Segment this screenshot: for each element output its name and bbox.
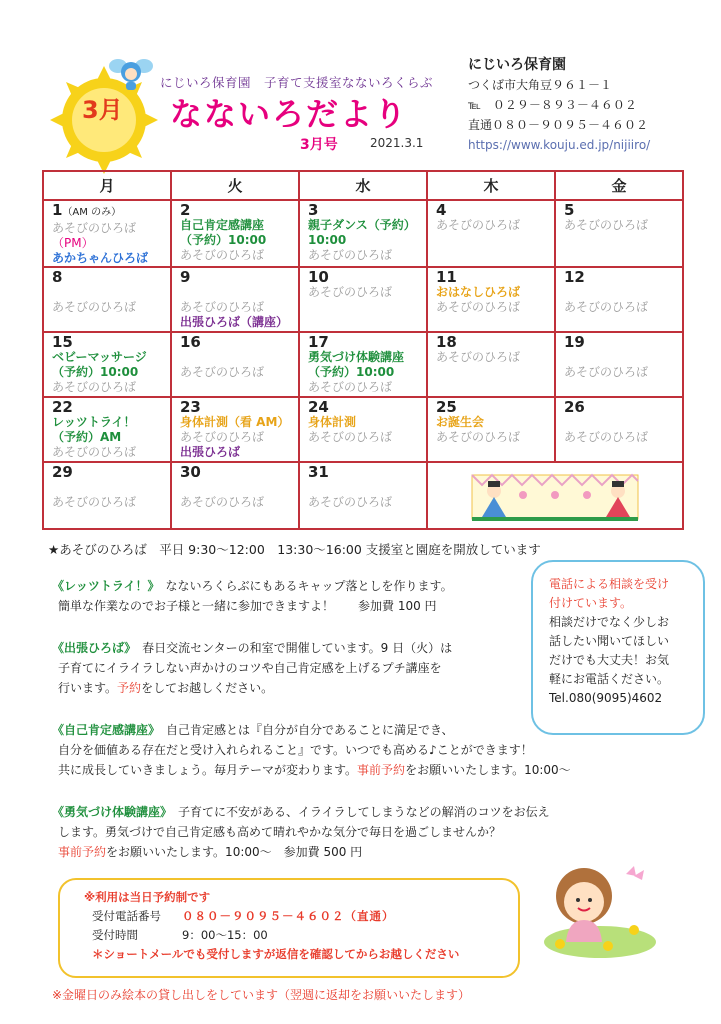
calendar-cell xyxy=(555,332,683,397)
consult-line: 軽にお電話ください。 xyxy=(549,672,670,686)
fairy-icon xyxy=(108,54,154,92)
article-outreach xyxy=(52,638,452,698)
event-label: 自己肯定感講座 xyxy=(180,218,265,232)
hina-dolls-cell xyxy=(427,462,683,529)
tel: ℡ ０２９－８９３－４６０２ xyxy=(468,98,637,112)
day-number: 11 xyxy=(436,268,457,286)
play-label: あそびのひろば xyxy=(308,495,393,509)
play-label: あそびのひろば xyxy=(436,430,521,444)
article-text: をしてお越しください。 xyxy=(141,681,274,695)
event-time: （予約）10:00 xyxy=(308,365,395,379)
play-hours-note: ★あそびのひろば 平日 9:30～12:00 13:30～16:00 支援室と園庭を開放しています xyxy=(48,542,541,557)
event-label: 親子ダンス（予約） xyxy=(308,218,416,232)
calendar-cell xyxy=(299,267,427,332)
reservation-phone: ０８０－９０９５－４６０２（直通） xyxy=(182,909,395,923)
day-number: 29 xyxy=(52,463,73,481)
calendar-cell xyxy=(299,332,427,397)
article-lets-try xyxy=(52,576,453,616)
article-text: 共に成長していきましょう。毎月テーマが変わります。 xyxy=(58,763,358,777)
play-label: あそびのひろば xyxy=(180,300,265,314)
day-number: 5 xyxy=(564,201,575,219)
weekday-tue: 火 xyxy=(171,171,299,200)
weekday-mon: 月 xyxy=(43,171,171,200)
article-heading: 《勇気づけ体験講座》 xyxy=(52,805,167,819)
calendar-cell xyxy=(43,200,171,267)
article-text: をお願いいたします。10:00～ 参加費 500 円 xyxy=(106,845,363,859)
day-number: 4 xyxy=(436,201,447,219)
reservation-box xyxy=(58,878,520,978)
hina-dolls-illustration xyxy=(428,463,678,523)
calendar-cell xyxy=(43,397,171,462)
weekday-wed: 水 xyxy=(299,171,427,200)
play-label: あそびのひろば xyxy=(180,248,265,262)
day-number: 1 xyxy=(52,201,63,219)
play-label: あそびのひろば xyxy=(52,221,137,235)
day-number: 10 xyxy=(308,268,329,286)
calendar-cell xyxy=(43,462,171,529)
calendar-cell xyxy=(171,332,299,397)
phone-consult-box xyxy=(531,560,705,735)
play-label: あそびのひろば xyxy=(308,248,393,262)
play-label: あそびのひろば xyxy=(564,365,649,379)
time-label: 受付時間 xyxy=(92,928,138,942)
calendar-cell xyxy=(427,267,555,332)
calendar-cell xyxy=(43,267,171,332)
article-text: 簡単な作業なのでお子様と一緒に参加できますよ！ 参加費 100 円 xyxy=(58,599,437,613)
sms-note: ＊ショートメールでも受付しますが返信を確認してからお越しください xyxy=(92,947,460,961)
play-label: あそびのひろば xyxy=(180,430,265,444)
play-label: あそびのひろば xyxy=(564,300,649,314)
calendar-cell xyxy=(299,397,427,462)
play-label: あそびのひろば xyxy=(180,495,265,509)
reservation-title: ※利用は当日予約制です xyxy=(84,890,211,904)
address: つくば市大角豆９６１－１ xyxy=(468,78,613,92)
event-label: おはなしひろば xyxy=(436,285,521,299)
day-number: 19 xyxy=(564,333,585,351)
play-label: あそびのひろば xyxy=(52,495,137,509)
play-label: あそびのひろば xyxy=(52,380,137,394)
article-text: 子育てにイライラしない声かけのコツや自己肯定感を上げるプチ講座を xyxy=(58,661,442,675)
play-label: あそびのひろば xyxy=(436,350,521,364)
article-encouragement xyxy=(52,802,550,862)
event-label: あかちゃんひろば xyxy=(52,251,149,265)
play-label: あそびのひろば xyxy=(564,430,649,444)
article-text: 自己肯定感とは『自分が自分であることに満足でき、 xyxy=(154,723,454,737)
play-label: あそびのひろば xyxy=(308,380,393,394)
month-badge: 3月 xyxy=(82,96,123,124)
day-number: 30 xyxy=(180,463,201,481)
am-only-note: （AM のみ） xyxy=(62,207,122,218)
article-text: 行います。 xyxy=(58,681,118,695)
play-label: あそびのひろば xyxy=(180,365,265,379)
consult-line: だけでも大丈夫！お気 xyxy=(549,653,670,667)
day-number: 17 xyxy=(308,333,329,351)
day-number: 31 xyxy=(308,463,329,481)
event-label: 出張ひろば（講座） xyxy=(180,315,289,329)
play-label: あそびのひろば xyxy=(52,300,137,314)
consult-line: 話したい聞いてほしい xyxy=(549,634,670,648)
day-number: 24 xyxy=(308,398,329,416)
calendar-cell xyxy=(299,200,427,267)
article-heading: 《自己肯定感講座》 xyxy=(52,723,155,737)
reservation-emphasis: 事前予約 xyxy=(357,763,406,777)
child-flowers-illustration xyxy=(538,852,660,960)
day-number: 9 xyxy=(180,268,191,286)
phone-label: 受付電話番号 xyxy=(92,909,161,923)
pm-label: （PM） xyxy=(52,236,94,250)
event-time: 10:00 xyxy=(308,233,347,247)
day-number: 16 xyxy=(180,333,201,351)
calendar-cell xyxy=(299,462,427,529)
article-text: 子育てに不安がある、イライラしてしまうなどの解消のコツをお伝え xyxy=(166,805,550,819)
play-label: あそびのひろば xyxy=(52,445,137,459)
calendar-cell xyxy=(171,462,299,529)
play-label: あそびのひろば xyxy=(436,218,521,232)
play-label: あそびのひろば xyxy=(564,218,649,232)
calendar-cell xyxy=(555,200,683,267)
consult-phone: Tel.080(9095)4602 xyxy=(549,691,663,705)
day-number: 15 xyxy=(52,333,73,351)
website-link[interactable]: https://www.kouju.ed.jp/nijiiro/ xyxy=(468,138,651,152)
calendar-cell xyxy=(171,267,299,332)
day-number: 12 xyxy=(564,268,585,286)
newsletter-title: なないろだより xyxy=(170,95,409,133)
event-label: ベビーマッサージ xyxy=(52,350,147,364)
issue-date: 2021.3.1 xyxy=(370,136,424,150)
event-label: 勇気づけ体験講座 xyxy=(308,350,405,364)
article-self-esteem xyxy=(52,720,571,780)
event-time: （予約）AM xyxy=(52,430,122,444)
day-number: 22 xyxy=(52,398,73,416)
day-number: 25 xyxy=(436,398,457,416)
play-label: あそびのひろば xyxy=(308,285,393,299)
article-text: をお願いいたします。10:00～ xyxy=(405,763,571,777)
article-text: なないろくらぶにもあるキャップ落としを作ります。 xyxy=(153,579,453,593)
day-number: 3 xyxy=(308,201,319,219)
article-text: します。勇気づけで自己肯定感も高めて晴れやかな気分で毎日を過ごしませんか？ xyxy=(58,825,502,839)
consult-line: 付けています。 xyxy=(549,596,633,610)
day-number: 26 xyxy=(564,398,585,416)
weekday-fri: 金 xyxy=(555,171,683,200)
article-heading: 《出張ひろば》 xyxy=(52,641,131,655)
consult-line: 電話による相談を受け xyxy=(549,577,670,591)
article-heading: 《レッツトライ！》 xyxy=(52,579,154,593)
calendar-cell xyxy=(43,332,171,397)
calendar-cell xyxy=(427,332,555,397)
day-number: 2 xyxy=(180,201,191,219)
consult-line: 相談だけでなく少しお xyxy=(549,615,670,629)
direct-tel: 直通０８０－９０９５－４６０２ xyxy=(468,118,649,132)
event-label: 身体計測 xyxy=(308,415,357,429)
issue-label: 3月号 xyxy=(300,137,338,153)
play-label: あそびのひろば xyxy=(436,300,521,314)
org-line: にじいろ保育園 子育て支援室なないろくらぶ xyxy=(160,75,434,90)
reservation-emphasis: 事前予約 xyxy=(58,845,107,859)
event-time: （予約）10:00 xyxy=(180,233,267,247)
calendar-cell xyxy=(555,397,683,462)
play-label: あそびのひろば xyxy=(308,430,393,444)
footer-note: ※金曜日のみ絵本の貸し出しをしています（翌週に返却をお願いいたします） xyxy=(52,988,471,1002)
reservation-time: 9：00～15：00 xyxy=(182,928,268,942)
event-label: 身体計測（看 AM） xyxy=(180,415,290,429)
contact-block xyxy=(468,55,650,155)
weekday-thu: 木 xyxy=(427,171,555,200)
event-time: （予約）10:00 xyxy=(52,365,139,379)
event-label: レッツトライ！ xyxy=(52,415,136,429)
article-text: 自分を価値ある存在だと受け入れられること』です。いつでも高める♪ことができます！ xyxy=(58,743,533,757)
day-number: 23 xyxy=(180,398,201,416)
reservation-emphasis: 予約 xyxy=(117,681,142,695)
calendar-cell xyxy=(427,200,555,267)
calendar xyxy=(42,170,684,530)
article-text: 春日交流センターの和室で開催しています。9 日（火）は xyxy=(130,641,453,655)
day-number: 18 xyxy=(436,333,457,351)
calendar-cell xyxy=(427,397,555,462)
nursery-name: にじいろ保育園 xyxy=(468,57,566,73)
calendar-cell xyxy=(171,397,299,462)
event-label: お誕生会 xyxy=(436,415,485,429)
day-number: 8 xyxy=(52,268,63,286)
calendar-cell xyxy=(171,200,299,267)
event-label-2: 出張ひろば xyxy=(180,445,241,459)
calendar-cell xyxy=(555,267,683,332)
